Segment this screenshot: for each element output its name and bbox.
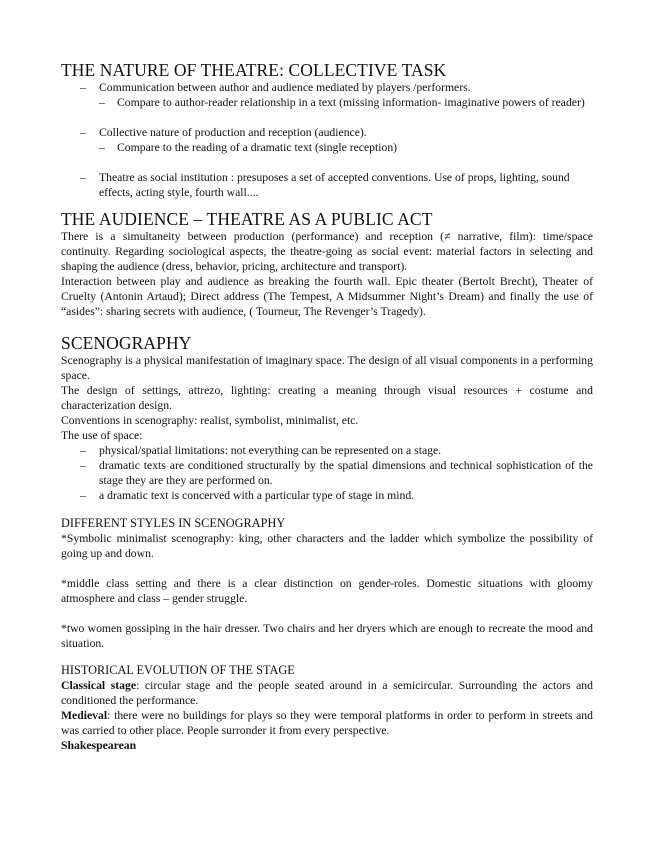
list-item-particular-stage xyxy=(61,488,593,503)
paragraph-interaction: Interaction between play and audience as breaking the fourth wall. Epic theater (Bertolt Brecht), Theater of Cruelty (Antonin Artaud); Direct address (The Tempest, A Midsummer Night’s Dream) and finally the use of “asides”: sharing secrets with audience, ( Tourneur, The Revenger’s Tragedy). xyxy=(61,275,593,318)
list-item-text: dramatic texts are conditioned structurally by the spatial dimensions and technical sophistication of the stage they are they are performed on. xyxy=(99,459,593,487)
paragraph-symbolic-minimalist: *Symbolic minimalist scenography: king, other characters and the ladder which symbolize the possibility of going up and down. xyxy=(61,532,593,560)
paragraph-medieval xyxy=(61,708,593,738)
bullet-text: Compare to author-reader relationship in a text (missing information- imaginative powers of reader) xyxy=(117,96,585,109)
dash-marker: – xyxy=(80,81,86,94)
paragraph-shakespearean xyxy=(61,738,593,753)
paragraph-classical-stage xyxy=(61,678,593,708)
subbullet-author-reader xyxy=(61,95,593,110)
heading-historical-evolution: HISTORICAL EVOLUTION OF THE STAGE xyxy=(61,663,295,677)
bullet-communication xyxy=(61,80,593,95)
dash-marker: – xyxy=(99,96,105,109)
medieval-text: : there were no buildings for plays so they were temporal platforms in order to perform in streets and was carried to other place. People surronder it from every perspective. xyxy=(61,709,593,737)
heading-scenography: SCENOGRAPHY xyxy=(61,333,192,353)
document-page xyxy=(61,60,593,753)
paragraph-middle-class: *middle class setting and there is a clear distinction on gender-roles. Domestic situations with gloomy atmosphere and class – gender struggle. xyxy=(61,577,593,605)
bullet-text: Communication between author and audience mediated by players /performers. xyxy=(99,81,471,94)
bullet-text: Compare to the reading of a dramatic text (single reception) xyxy=(117,141,398,154)
classical-stage-text: : circular stage and the people seated around in a semicircular. Surrounding the actors and conditioned the performance. xyxy=(61,679,593,707)
list-item-dramatic-texts xyxy=(61,458,593,488)
heading-nature-of-theatre: THE NATURE OF THEATRE: COLLECTIVE TASK xyxy=(61,60,447,80)
paragraph-simultaneity: There is a simultaneity between production (performance) and reception (≠ narrative, film): time/space continuity. Regarding sociological aspects, the theatre-going as social event: material factors in selecting and shaping the audience (dress, behavior, pricing, architecture and transport). xyxy=(61,230,593,273)
paragraph-two-women: *two women gossiping in the hair dresser. Two chairs and her dryers which are enough to recreate the mood and situation. xyxy=(61,622,593,650)
paragraph-scenography-definition: Scenography is a physical manifestation of imaginary space. The design of all visual components in a performing space. xyxy=(61,354,593,382)
paragraph-conventions: Conventions in scenography: realist, symbolist, minimalist, etc. xyxy=(61,414,359,427)
bullet-social-institution xyxy=(61,170,593,200)
paragraph-design-of-settings: The design of settings, attrezo, lighting: creating a meaning through visual resources + costume and characterization design. xyxy=(61,384,593,412)
list-item-physical-limitations xyxy=(61,443,593,458)
classical-stage-label: Classical stage xyxy=(61,679,137,692)
bullet-collective-nature xyxy=(61,125,593,140)
subbullet-dramatic-text xyxy=(61,140,593,155)
heading-audience: THE AUDIENCE – THEATRE AS A PUBLIC ACT xyxy=(61,209,433,229)
dash-marker: – xyxy=(80,459,86,472)
bullet-text: Theatre as social institution : presuposes a set of accepted conventions. Use of props, lighting, sound effects, acting style, fourth wall.... xyxy=(99,171,570,199)
heading-different-styles: DIFFERENT STYLES IN SCENOGRAPHY xyxy=(61,516,286,530)
dash-marker: – xyxy=(80,489,86,502)
dash-marker: – xyxy=(80,126,86,139)
bullet-text: Collective nature of production and reception (audience). xyxy=(99,126,367,139)
dash-marker: – xyxy=(80,444,86,457)
paragraph-use-of-space: The use of space: xyxy=(61,429,143,442)
list-item-text: a dramatic text is concerved with a particular type of stage in mind. xyxy=(99,489,415,502)
dash-marker: – xyxy=(80,171,86,184)
medieval-label: Medieval xyxy=(61,709,108,722)
dash-marker: – xyxy=(99,141,105,154)
shakespearean-label: Shakespearean xyxy=(61,739,137,752)
list-item-text: physical/spatial limitations: not everything can be represented on a stage. xyxy=(99,444,442,457)
